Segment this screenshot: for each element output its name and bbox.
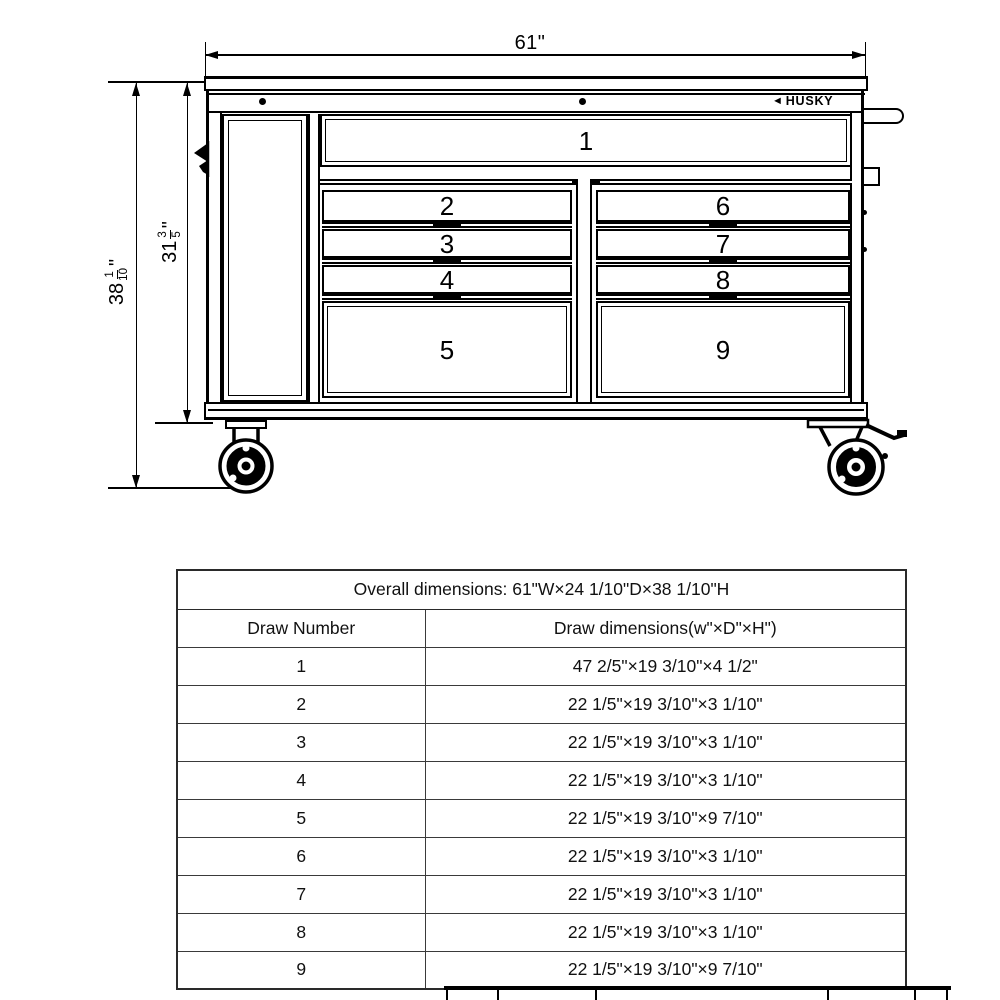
dim-unit: " [105,258,128,267]
table-row [177,761,906,799]
drawer-6 [596,190,850,222]
drawer-4 [322,265,572,294]
draw-dimensions-cell: 22 1/5"×19 3/10"×3 1/10" [425,761,906,799]
draw-dimensions-cell: 47 2/5"×19 3/10"×4 1/2" [425,647,906,685]
col-header-draw-number: Draw Number [177,609,425,647]
base-inner-line [208,409,864,411]
draw-number-cell: 6 [177,837,425,875]
draw-dimensions-cell: 22 1/5"×19 3/10"×3 1/10" [425,685,906,723]
side-handle [864,108,904,124]
husky-logo-icon: ◄ [772,94,784,107]
table-row [177,837,906,875]
side-bracket [864,167,880,186]
drawer-3 [322,229,572,258]
title-block-divider [827,988,829,1000]
drawer-3-label: 3 [439,228,455,259]
table-row [177,913,906,951]
cabinet-top-panel [204,76,868,91]
draw-number-cell: 3 [177,723,425,761]
drawer-4-label: 4 [439,264,455,295]
table-row [177,647,906,685]
drawer-8 [596,265,850,294]
col-header-draw-dimensions: Draw dimensions(w"×D"×H") [425,609,906,647]
draw-dimensions-cell: 22 1/5"×19 3/10"×3 1/10" [425,913,906,951]
extension-line-left [205,42,207,76]
table-row-overall [177,570,906,609]
bolt-dot [579,98,586,105]
extension-line-right [865,42,867,76]
door-hinge-icon [191,141,211,177]
draw-dimensions-cell: 22 1/5"×19 3/10"×3 1/10" [425,837,906,875]
husky-logo-text: HUSKY [785,93,834,108]
dim-whole: 38 [105,282,128,306]
draw-dimensions-cell: 22 1/5"×19 3/10"×3 1/10" [425,723,906,761]
drawer-8-label: 8 [715,264,731,295]
dim-arrow-left-icon [205,51,218,59]
drawer-slide-rail [322,222,572,228]
spec-table [176,569,907,990]
title-block-top-border [444,986,951,991]
drawer-slide-rail [596,258,850,264]
bolt-dot [259,98,266,105]
overall-height-dim-line [136,83,138,488]
husky-logo [772,93,833,108]
title-block-partial [0,980,1000,1000]
dim-fraction: 3 5 [157,231,183,238]
draw-dimensions-cell: 22 1/5"×19 3/10"×9 7/10" [425,951,906,989]
draw-number-cell: 2 [177,685,425,723]
body-height-dim-label [156,182,184,302]
draw-dimensions-cell: 22 1/5"×19 3/10"×3 1/10" [425,875,906,913]
header-rail-line [209,111,861,113]
table-row [177,685,906,723]
table-row [177,799,906,837]
draw-number-cell: 8 [177,913,425,951]
title-block-divider [914,988,916,1000]
side-rivet-dot [862,210,867,215]
overall-dimensions-header: Overall dimensions: 61"W×24 1/10"D×38 1/10"H [177,570,906,609]
cabinet-left-wall [206,90,209,420]
width-dimension-line [205,54,865,56]
title-block-divider [946,988,948,1000]
extension-tick-mid [155,422,213,424]
title-block-divider [446,988,448,1000]
cabinet-base [204,402,868,420]
caster-wheel-left-icon [213,420,279,496]
drawer-7 [596,229,850,258]
title-block-divider [595,988,597,1000]
title-block-divider [497,988,499,1000]
draw-number-cell: 4 [177,761,425,799]
draw-number-cell: 9 [177,951,425,989]
draw-number-cell: 7 [177,875,425,913]
drawer-9 [596,301,850,398]
draw-number-cell: 1 [177,647,425,685]
table-row [177,723,906,761]
table-row [177,875,906,913]
drawer-2 [322,190,572,222]
dim-arrow-right-icon [852,51,865,59]
overall-height-dim-label [103,222,131,342]
drawer-5 [322,301,572,398]
drawer-1 [320,114,852,167]
extension-tick-top [108,81,212,83]
cabinet-right-wall [861,90,864,420]
drawer-9-label: 9 [715,334,731,365]
drawer-2-label: 2 [439,191,455,221]
cabinet-top-inner-line [207,93,865,95]
drawer-1-label: 1 [578,125,594,156]
draw-dimensions-cell: 22 1/5"×19 3/10"×9 7/10" [425,799,906,837]
body-height-dim-line [187,83,189,423]
drawer-slide-rail [596,294,850,300]
table-header-row [177,609,906,647]
drawer-slide-rail [596,222,850,228]
drawer-5-label: 5 [439,334,455,365]
width-dimension-label: 61" [514,32,546,54]
draw-number-cell: 5 [177,799,425,837]
dim-arrow-up-icon [132,83,140,96]
drawer-slide-rail [322,294,572,300]
side-rivet-dot [862,247,867,252]
drawer-7-label: 7 [715,228,731,259]
side-locker-door [222,114,308,402]
door-drawer-divider-post [308,114,320,402]
caster-wheel-right-icon [798,412,912,498]
door-inner-line [228,120,302,396]
dim-arrow-up-icon [183,83,191,96]
drawer-column-divider-post [576,179,592,402]
dim-fraction: 1 10 [104,268,130,281]
dim-whole: 31 [158,240,181,263]
drawer-slide-rail [322,258,572,264]
drawer-6-label: 6 [715,191,731,221]
dim-unit: " [158,221,181,229]
